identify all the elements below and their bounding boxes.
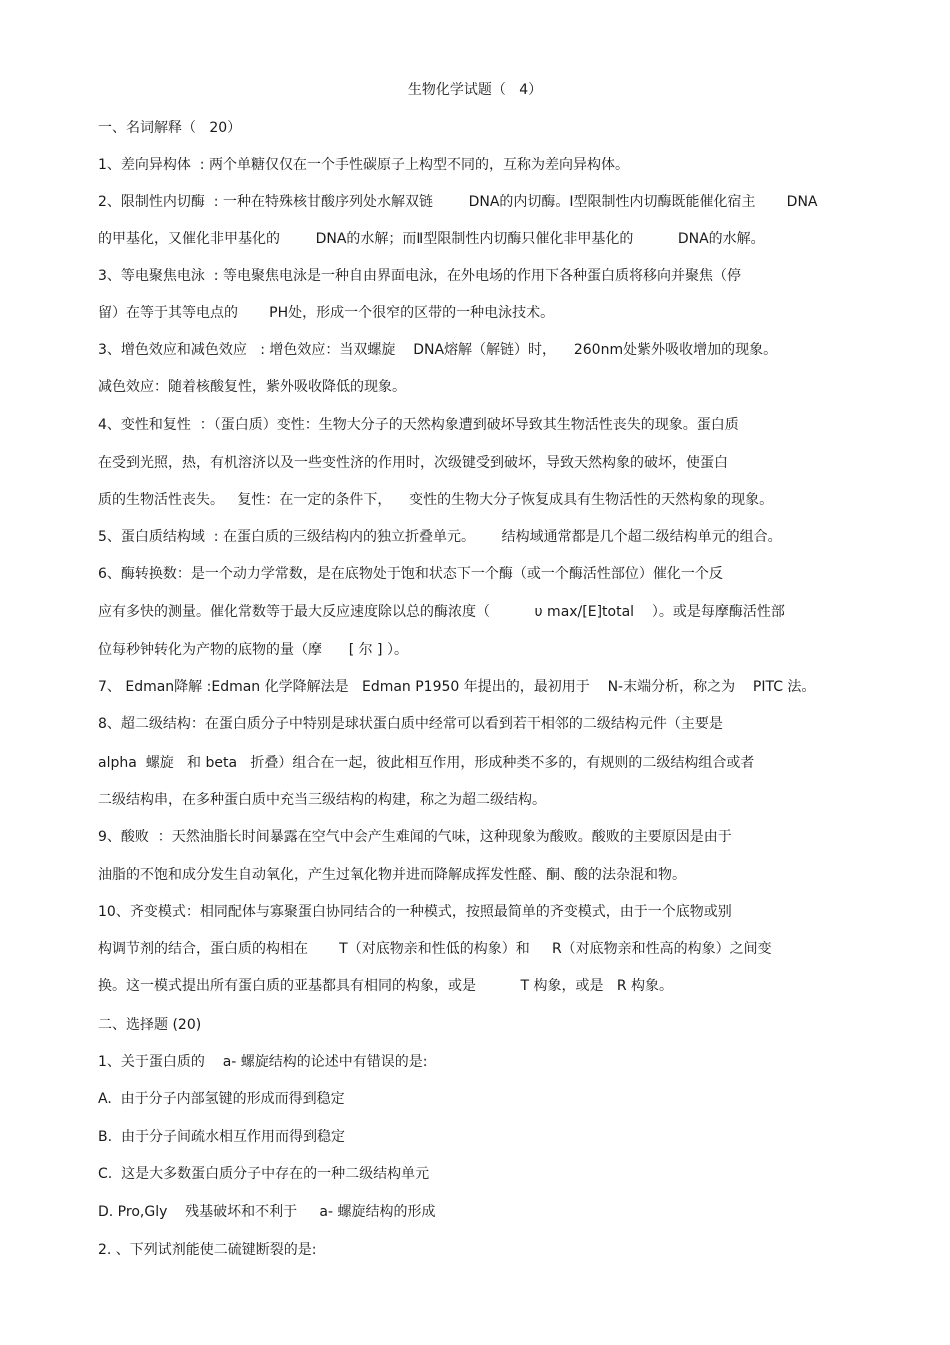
text-line: 9、酸败 ：天然油脂长时间暴露在空气中会产生难闻的气味，这种现象为酸败。酸败的主要原因是由于: [98, 829, 732, 845]
text-line: 1、差向异构体 : 两个单糖仅仅在一个手性碳原子上构型不同的，互称为差向异构体。: [98, 157, 629, 173]
option-line: C. 这是大多数蛋白质分子中存在的一种二级结构单元: [98, 1166, 430, 1182]
text-line: 4、变性和复性 ：（蛋白质）变性：生物大分子的天然构象遭到破坏导致其生物活性丧失的现象。蛋白质: [98, 417, 739, 433]
text-line: 质的生物活性丧失。 复性：在一定的条件下， 变性的生物大分子恢复成具有生物活性的天然构象的现象。: [98, 492, 774, 508]
text-line: 留）在等于其等电点的 PH处，形成一个很窄的区带的一种电泳技术。: [98, 305, 555, 321]
text-line: 应有多快的测量。催化常数等于最大反应速度除以总的酶浓度（ υ max/[E]total ）。或是每摩酶活性部: [98, 604, 785, 620]
text-line: 在受到光照，热，有机溶济以及一些变性济的作用时，次级键受到破坏，导致天然构象的破坏，使蛋白: [98, 455, 728, 471]
document-title: 生物化学试题（ 4）: [407, 82, 543, 98]
section-heading: 一、名词解释（ 20）: [98, 120, 242, 136]
text-line: 减色效应：随着核酸复性，紫外吸收降低的现象。: [98, 379, 406, 395]
text-line: 8、超二级结构：在蛋白质分子中特别是球状蛋白质中经常可以看到若干相邻的二级结构元件（主要是: [98, 716, 723, 732]
text-line: 10、齐变模式：相同配体与寡聚蛋白协同结合的一种模式，按照最简单的齐变模式，由于一个底物或别: [98, 904, 732, 920]
text-line: alpha 螺旋 和 beta 折叠）组合在一起，彼此相互作用，形成种类不多的，有规则的二级结构组合或者: [98, 755, 755, 771]
option-line: A. 由于分子内部氢键的形成而得到稳定: [98, 1091, 345, 1107]
text-line: 3、等电聚焦电泳 : 等电聚焦电泳是一种自由界面电泳，在外电场的作用下各种蛋白质将移向并聚焦（停: [98, 268, 741, 284]
text-line: 5、蛋白质结构域 : 在蛋白质的三级结构内的独立折叠单元。 结构域通常都是几个超二级结构单元的组合。: [98, 529, 782, 545]
text-line: 二级结构串，在多种蛋白质中充当三级结构的构建，称之为超二级结构。: [98, 792, 546, 808]
text-line: 6、酶转换数：是一个动力学常数，是在底物处于饱和状态下一个酶（或一个酶活性部位）催化一个反: [98, 566, 723, 582]
text-line: 的甲基化，又催化非甲基化的 DNA的水解；而Ⅱ型限制性内切酶只催化非甲基化的 DNA的水解。: [98, 231, 765, 247]
text-line: 油脂的不饱和成分发生自动氧化，产生过氧化物并进而降解成挥发性醛、酮、酸的法杂混和物。: [98, 867, 686, 883]
text-line: 2、限制性内切酶 : 一种在特殊核甘酸序列处水解双链 DNA的内切酶。Ⅰ型限制性内切酶既能催化宿主 DNA: [98, 194, 818, 210]
option-line: D. Pro,Gly 残基破坏和不利于 a- 螺旋结构的形成: [98, 1204, 436, 1220]
text-line: 位每秒钟转化为产物的底物的量（摩 [ 尔 ] ）。: [98, 642, 408, 658]
text-line: 换。这一模式提出所有蛋白质的亚基都具有相同的构象，或是 T 构象，或是 R 构象。: [98, 978, 674, 994]
text-line: 3、增色效应和减色效应 : 增色效应：当双螺旋 DNA熔解（解链）时， 260nm处紫外吸收增加的现象。: [98, 342, 778, 358]
text-line: 构调节剂的结合，蛋白质的构相在 T（对底物亲和性低的构象）和 R（对底物亲和性高的构象）之间变: [98, 941, 772, 957]
question-line: 1、关于蛋白质的 a- 螺旋结构的论述中有错误的是:: [98, 1054, 428, 1070]
section-heading: 二、选择题 (20): [98, 1017, 202, 1033]
question-line: 2. 、下列试剂能使二硫键断裂的是:: [98, 1242, 317, 1258]
option-line: B. 由于分子间疏水相互作用而得到稳定: [98, 1129, 345, 1145]
text-line: 7、 Edman降解 :Edman 化学降解法是 Edman P1950 年提出的，最初用于 N-末端分析，称之为 PITC 法。: [98, 679, 816, 695]
